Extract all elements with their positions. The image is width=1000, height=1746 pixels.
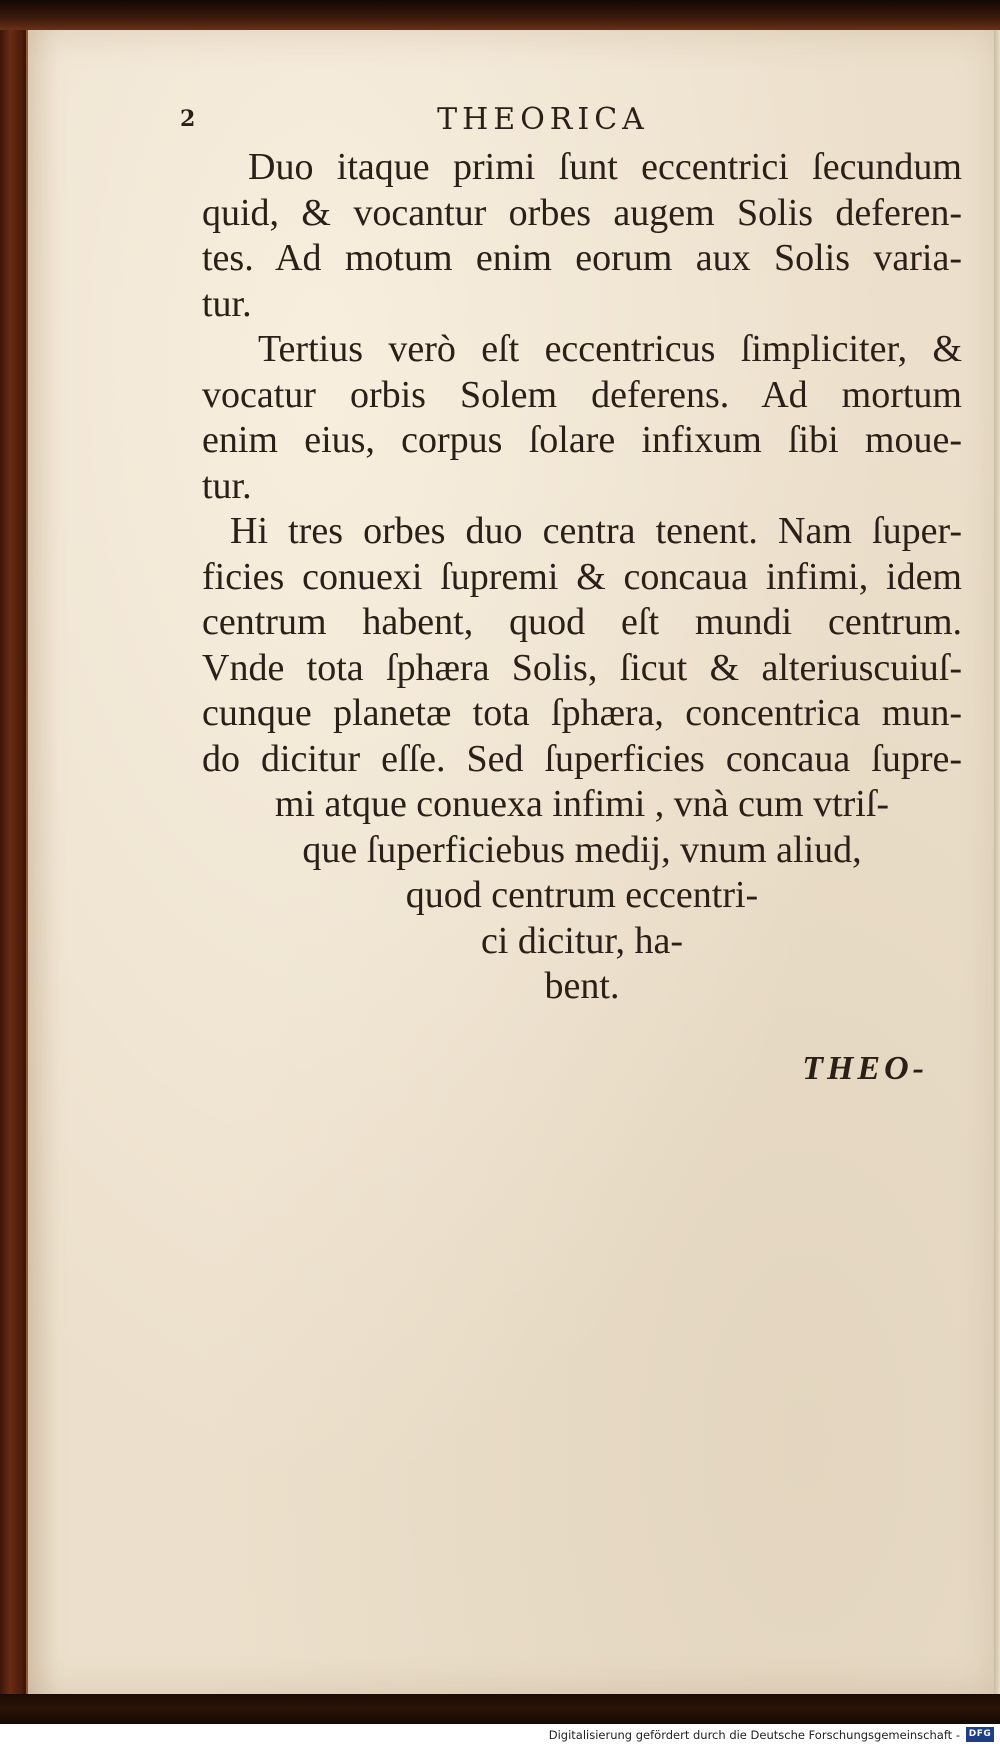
body-text [202, 145, 962, 1010]
running-title: THEORICA [437, 102, 649, 137]
text-line: quid, & vocantur orbes augem Solis deferen- [202, 191, 962, 234]
text-line: mi atque conuexa infimi , vnà cum vtriſ- [274, 783, 890, 825]
text-line: Hi tres orbes duo centra tenent. Nam ſuper- [230, 510, 962, 552]
text-line: centrum habent, quod eſt mundi centrum. [202, 601, 962, 643]
scan-top-edge [0, 0, 1000, 30]
text-line: do dicitur eſſe. Sed ſuperficies concaua ſupre- [202, 737, 962, 780]
text-line: que ſuperficiebus medij, vnum aliud, [302, 828, 862, 871]
text-line: tur. [202, 464, 252, 507]
book-page [26, 30, 998, 1694]
page-number: 2 [180, 106, 196, 132]
digitization-credit: Digitalisierung gefördert durch die Deutsche Forschungsgemeinschaft - [548, 1728, 960, 1742]
text-line: enim eius, corpus ſolare infixum ſibi moue- [202, 419, 962, 461]
dfg-logo: DFG [966, 1727, 994, 1742]
digitization-credit-bar [0, 1724, 1000, 1746]
text-line: Tertius verò eſt eccentricus ſimpliciter, & [258, 328, 962, 370]
page-edge [994, 30, 1000, 1694]
text-line: tur. [202, 282, 252, 325]
text-line: cunque planetæ tota ſphæra, concentrica mun- [202, 692, 962, 734]
text-line: bent. [544, 965, 620, 1007]
page-header [28, 78, 998, 138]
catchword: THEO- [802, 1050, 928, 1087]
scan-bottom-edge [0, 1694, 1000, 1724]
text-line: quod centrum eccentri- [405, 874, 759, 916]
text-line: vocatur orbis Solem deferens. Ad mortum [202, 373, 962, 416]
text-line: Vnde tota ſphæra Solis, ſicut & alteriuscuiuſ- [202, 646, 962, 689]
text-line: Duo itaque primi ſunt eccentrici ſecundum [248, 146, 962, 188]
text-line: ficies conuexi ſupremi & concaua infimi, idem [202, 555, 962, 598]
text-line: tes. Ad motum enim eorum aux Solis varia- [202, 237, 962, 279]
text-line: ci dicitur, ha- [480, 919, 684, 962]
